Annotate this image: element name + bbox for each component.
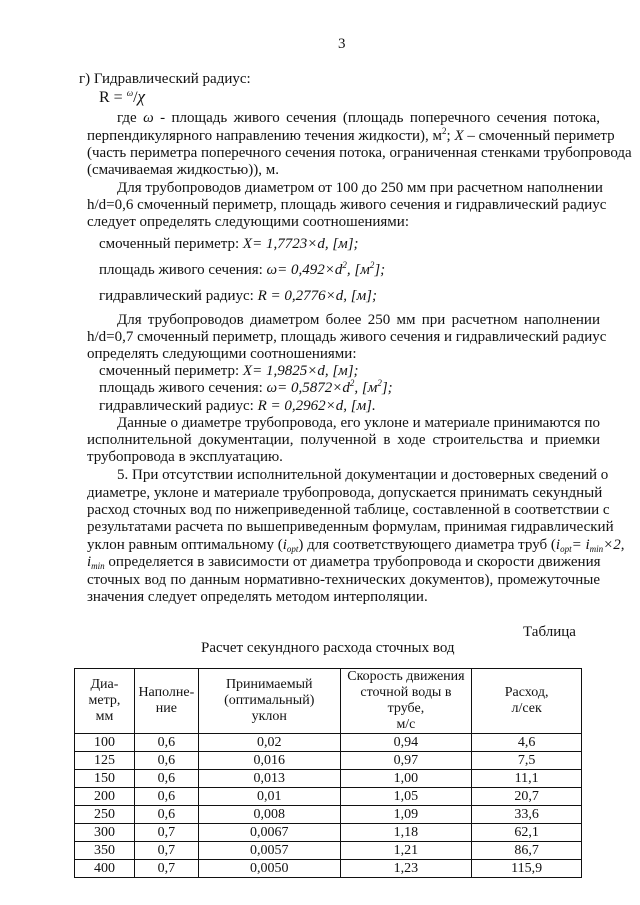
para2-line-3: определять следующими соотношениями: (87, 346, 357, 362)
f1-perimeter: смоченный периметр: X= 1,7723×d, [м]; (99, 236, 359, 252)
table-row: 150 0,6 0,013 1,00 11,1 (75, 770, 582, 788)
f2-perimeter: смоченный периметр: X= 1,9825×d, [м]; (99, 363, 359, 379)
f1-radius: гидравлический радиус: R = 0,2776×d, [м]; (99, 288, 377, 304)
header-slope: Принимаемый (оптимальный) уклон (198, 669, 340, 734)
table-row: 350 0,7 0,0057 1,21 86,7 (75, 842, 582, 860)
header-diameter: Диа- метр, мм (75, 669, 135, 734)
f2-radius: гидравлический радиус: R = 0,2962×d, [м]. (99, 398, 376, 414)
table-header-row (75, 669, 582, 734)
where-line-1: где ω - площадь живого сечения (площадь поперечного сечения потока, (117, 110, 601, 126)
para5-line-8: значения следует определять методом интерполяции. (87, 589, 428, 605)
where-line-4: (смачиваемая жидкостью)), м. (87, 162, 279, 178)
para5-line-5: уклон равным оптимальному $(i_{opt})$ для соответствующего диаметра труб ($i_{opt}= i_{min}\times 2$, (87, 537, 625, 554)
table-row: 400 0,7 0,0050 1,23 115,9 (75, 860, 582, 878)
table-row: 300 0,7 0,0067 1,18 62,1 (75, 824, 582, 842)
para5-line-2: диаметре, уклоне и материале трубопровода, допускается принимать секундный (87, 485, 603, 501)
radius-formula: R = $^\omega$/χ (99, 87, 145, 106)
f1-area: площадь живого сечения: $\omega= 0,492\times d^2$, $[м^2]$; (99, 260, 386, 278)
para2-line-2: h/d=0,7 смоченный периметр, площадь живого сечения и гидравлический радиус (87, 329, 607, 345)
para2-line-1: Для трубопроводов диаметром более 250 мм при расчетном наполнении (117, 312, 600, 328)
flow-rate-table (74, 668, 582, 878)
para3-line-2: исполнительной документации, полученной в ходе строительства и приемки (87, 432, 600, 448)
f2-area: площадь живого сечения: $\omega= 0,5872\times d^2$, $[м^2]$; (99, 378, 393, 396)
para3-line-1: Данные о диаметре трубопровода, его уклоне и материале принимаются по (117, 415, 600, 431)
para5-line-6: $i_{min}$ определяется в зависимости от диаметра трубопровода и скорости движения (87, 554, 601, 571)
where-line-3: (часть периметра поперечного сечения потока, ограниченная стенками трубопровода (87, 145, 632, 161)
table-row: 125 0,6 0,016 0,97 7,5 (75, 752, 582, 770)
header-velocity: Скорость движения сточной воды в трубе, м/с (340, 669, 472, 734)
table-label: Таблица (523, 624, 576, 640)
para5-line-3: расход сточных вод по нижеприведенной таблице, составленной в соответствии с (87, 502, 610, 518)
header-filling: Наполне- ние (134, 669, 198, 734)
para1-line-3: следует определять следующими соотношениями: (87, 214, 409, 230)
para5-line-7: сточных вод по данным нормативно-технических документов), промежуточные (87, 572, 600, 588)
para3-line-3: трубопровода в эксплуатацию. (87, 449, 283, 465)
page-number: 3 (338, 36, 346, 52)
para1-line-2: h/d=0,6 смоченный периметр, площадь живого сечения и гидравлический радиус (87, 197, 607, 213)
table-row: 100 0,6 0,02 0,94 4,6 (75, 734, 582, 752)
section-heading: г) Гидравлический радиус: (79, 71, 251, 87)
para5-line-1: 5. При отсутствии исполнительной документации и достоверных сведений о (117, 467, 609, 483)
para1-line-1: Для трубопроводов диаметром от 100 до 250 мм при расчетном наполнении (117, 180, 603, 196)
header-flow: Расход, л/сек (472, 669, 582, 734)
table-row: 200 0,6 0,01 1,05 20,7 (75, 788, 582, 806)
where-line-2: перпендикулярного направлению течения жидкости), $м^2$; X – смоченный периметр (87, 126, 615, 144)
table-title: Расчет секундного расхода сточных вод (201, 640, 455, 656)
table-row: 250 0,6 0,008 1,09 33,6 (75, 806, 582, 824)
para5-line-4: результатами расчета по вышеприведенным формулам, принимая гидравлический (87, 519, 614, 535)
